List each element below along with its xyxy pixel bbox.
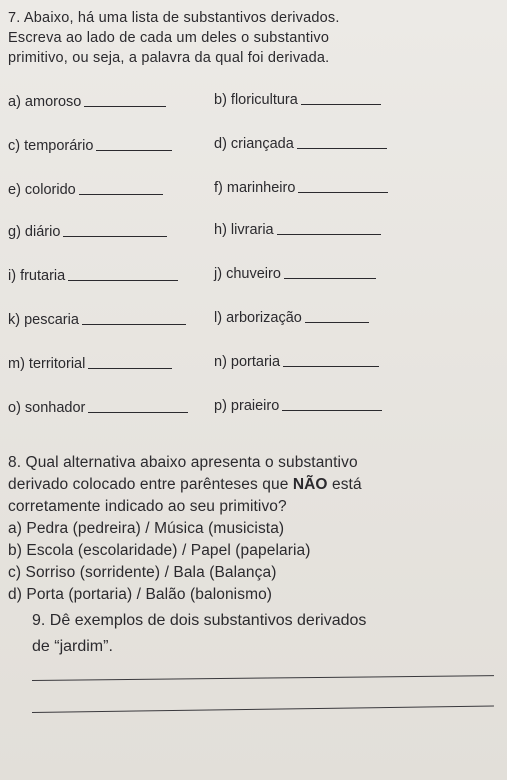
item-g <box>8 224 167 240</box>
item-f-answer-blank[interactable] <box>298 192 388 193</box>
item-h-answer-blank[interactable] <box>277 234 381 235</box>
item-h-word: h) livraria <box>214 222 274 238</box>
answer-line-2[interactable] <box>32 706 494 713</box>
item-p <box>214 398 382 414</box>
item-d-answer-blank[interactable] <box>297 148 387 149</box>
question-8 <box>8 452 503 606</box>
option-c[interactable]: c) Sorriso (sorridente) / Bala (Balança) <box>8 564 277 581</box>
item-p-answer-blank[interactable] <box>282 410 382 411</box>
question-9-line-1: 9. Dê exemplos de dois substantivos derivados <box>32 612 367 629</box>
item-d-word: d) criançada <box>214 136 294 152</box>
question-8-line-2-end: está <box>327 476 362 493</box>
item-a-answer-blank[interactable] <box>84 106 166 107</box>
item-i-answer-blank[interactable] <box>68 280 178 281</box>
item-j <box>214 266 376 282</box>
item-g-answer-blank[interactable] <box>63 236 167 237</box>
item-b <box>214 92 381 108</box>
item-g-word: g) diário <box>8 224 61 240</box>
item-p-word: p) praieiro <box>214 398 280 414</box>
question-7-prompt <box>8 8 498 68</box>
answer-line-1[interactable] <box>32 675 494 681</box>
item-o <box>8 400 188 416</box>
item-k <box>8 312 186 328</box>
item-c <box>8 138 172 154</box>
item-n-answer-blank[interactable] <box>283 366 379 367</box>
item-m-word: m) territorial <box>8 356 86 372</box>
item-e-answer-blank[interactable] <box>79 194 163 195</box>
question-9-line-2: de “jardim”. <box>32 638 113 655</box>
item-k-word: k) pescaria <box>8 312 79 328</box>
question-7-line-3: primitivo, ou seja, a palavra da qual foi derivada. <box>8 50 330 66</box>
option-b[interactable]: b) Escola (escolaridade) / Papel (papelaria) <box>8 542 311 559</box>
question-8-emphasis: NÃO <box>292 476 328 493</box>
option-a[interactable]: a) Pedra (pedreira) / Música (musicista) <box>8 520 285 537</box>
item-c-answer-blank[interactable] <box>96 150 172 151</box>
item-l-answer-blank[interactable] <box>305 322 369 323</box>
item-i-word: i) frutaria <box>8 268 66 284</box>
item-b-answer-blank[interactable] <box>301 104 381 105</box>
item-n-word: n) portaria <box>214 354 281 370</box>
item-j-word: j) chuveiro <box>214 266 281 282</box>
question-7-line-2: Escreva ao lado de cada um deles o substantivo <box>8 30 330 46</box>
question-7-line-1: 7. Abaixo, há uma lista de substantivos derivados. <box>8 10 340 26</box>
item-a <box>8 94 166 110</box>
question-8-line-1: 8. Qual alternativa abaixo apresenta o substantivo <box>8 454 358 471</box>
item-o-answer-blank[interactable] <box>88 412 188 413</box>
item-j-answer-blank[interactable] <box>284 278 376 279</box>
question-8-line-2 <box>8 474 503 496</box>
item-o-word: o) sonhador <box>8 400 86 416</box>
item-c-word: c) temporário <box>8 138 94 154</box>
option-d[interactable]: d) Porta (portaria) / Balão (balonismo) <box>8 586 273 603</box>
item-i <box>8 268 178 284</box>
item-f <box>214 180 388 196</box>
item-e-word: e) colorido <box>8 182 76 198</box>
item-m-answer-blank[interactable] <box>88 368 172 369</box>
item-n <box>214 354 379 370</box>
item-d <box>214 136 387 152</box>
question-8-line-2-start: derivado colocado entre parênteses que <box>8 476 293 493</box>
question-8-line-3: corretamente indicado ao seu primitivo? <box>8 498 287 515</box>
item-e <box>8 182 163 198</box>
item-l <box>214 310 369 326</box>
item-l-word: l) arborização <box>214 310 302 326</box>
question-9 <box>32 608 366 660</box>
item-h <box>214 222 381 238</box>
item-f-word: f) marinheiro <box>214 180 296 196</box>
item-b-word: b) floricultura <box>214 92 298 108</box>
item-m <box>8 356 172 372</box>
item-k-answer-blank[interactable] <box>82 324 186 325</box>
item-a-word: a) amoroso <box>8 94 82 110</box>
